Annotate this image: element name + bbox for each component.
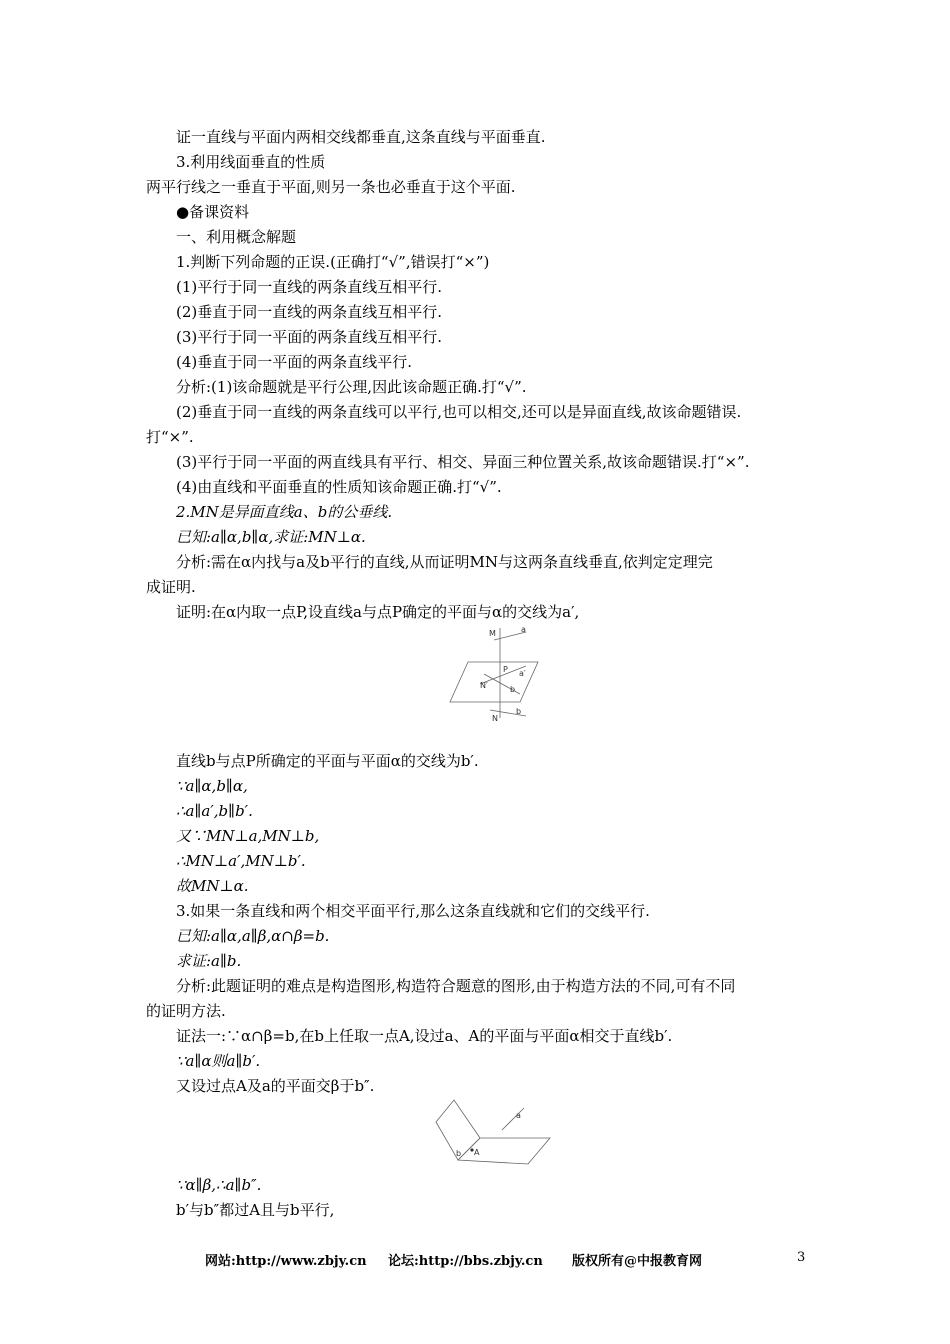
- fig1-label: a: [521, 625, 526, 634]
- text-line: 的证明方法.: [146, 1002, 226, 1020]
- text-line: 两平行线之一垂直于平面,则另一条也必垂直于这个平面.: [146, 178, 516, 196]
- text-line: 证明:在α内取一点P,设直线a与点P确定的平面与α的交线为a′,: [176, 603, 580, 621]
- text-line: (1)平行于同一直线的两条直线互相平行.: [176, 278, 443, 296]
- text-line: 证一直线与平面内两相交线都垂直,这条直线与平面垂直.: [176, 128, 546, 146]
- figure-intersecting-planes: [432, 1094, 554, 1170]
- text-line: 已知:a∥α,a∥β,α∩β=b.: [176, 927, 330, 945]
- fig1-label: a′: [519, 669, 526, 678]
- text-line: 打“×”.: [146, 428, 194, 446]
- text-line: 求证:a∥b.: [176, 952, 242, 970]
- figure-skew-lines-plane: [446, 622, 542, 724]
- text-line: 1.判断下列命题的正误.(正确打“√”,错误打“×”): [176, 253, 490, 271]
- text-line: 3.如果一条直线和两个相交平面平行,那么这条直线就和它们的交线平行.: [176, 902, 650, 920]
- page-number: 3: [797, 1250, 806, 1265]
- text-line: b′与b″都过A且与b平行,: [176, 1201, 335, 1219]
- text-line: ∵a∥α,b∥α,: [176, 777, 248, 795]
- fig1-label: b: [510, 685, 516, 694]
- fig2-label: a: [516, 1111, 521, 1120]
- text-line: 3.利用线面垂直的性质: [176, 153, 326, 171]
- text-line: 成证明.: [146, 578, 196, 596]
- footer-website: 网站:http://www.zbjy.cn: [205, 1254, 367, 1269]
- text-line: (2)垂直于同一直线的两条直线互相平行.: [176, 303, 443, 321]
- text-line: (3)平行于同一平面的两直线具有平行、相交、异面三种位置关系,故该命题错误.打“×”.: [176, 453, 750, 471]
- text-line: ∴a∥a′,b∥b′.: [176, 802, 253, 820]
- footer-copyright: 版权所有@中报教育网: [572, 1254, 703, 1269]
- text-line: 分析:需在α内找与a及b平行的直线,从而证明MN与这两条直线垂直,依判定定理完: [176, 553, 713, 571]
- text-line: 已知:a∥α,b∥α,求证:MN⊥α.: [176, 528, 366, 546]
- text-line: 又设过点A及a的平面交β于b″.: [176, 1077, 375, 1095]
- section-heading: ●备课资料: [176, 203, 250, 221]
- text-line: (4)垂直于同一平面的两条直线平行.: [176, 353, 413, 371]
- text-line: ∵α∥β,∴a∥b″.: [176, 1176, 262, 1194]
- text-line: 分析:(1)该命题就是平行公理,因此该命题正确.打“√”.: [176, 378, 527, 396]
- text-line: 证法一:∵α∩β=b,在b上任取一点A,设过a、A的平面与平面α相交于直线b′.: [176, 1027, 673, 1045]
- text-line: 又∵MN⊥a,MN⊥b,: [176, 827, 320, 845]
- fig2-label: A: [474, 1148, 480, 1157]
- text-line: (2)垂直于同一直线的两条直线可以平行,也可以相交,还可以是异面直线,故该命题错误.: [176, 403, 742, 421]
- fig1-label: N′: [480, 681, 488, 690]
- footer-forum: 论坛:http://bbs.zbjy.cn: [388, 1254, 543, 1269]
- fig1-label: P: [503, 665, 508, 674]
- section-heading: 一、利用概念解题: [176, 228, 297, 246]
- fig2-label: b: [456, 1149, 462, 1158]
- text-line: (3)平行于同一平面的两条直线互相平行.: [176, 328, 443, 346]
- fig1-label: N: [492, 714, 498, 723]
- fig1-label: b: [516, 707, 522, 716]
- text-line: 故MN⊥α.: [176, 877, 249, 895]
- fig1-label: M: [489, 629, 496, 638]
- text-line: ∴MN⊥a′,MN⊥b′.: [176, 852, 306, 870]
- text-line: 2.MN是异面直线a、b的公垂线.: [176, 503, 393, 521]
- text-line: (4)由直线和平面垂直的性质知该命题正确.打“√”.: [176, 478, 502, 496]
- text-line: 直线b与点P所确定的平面与平面α的交线为b′.: [176, 752, 479, 770]
- text-line: 分析:此题证明的难点是构造图形,构造符合题意的图形,由于构造方法的不同,可有不同: [176, 977, 736, 995]
- text-line: ∵a∥α则a∥b′.: [176, 1052, 261, 1070]
